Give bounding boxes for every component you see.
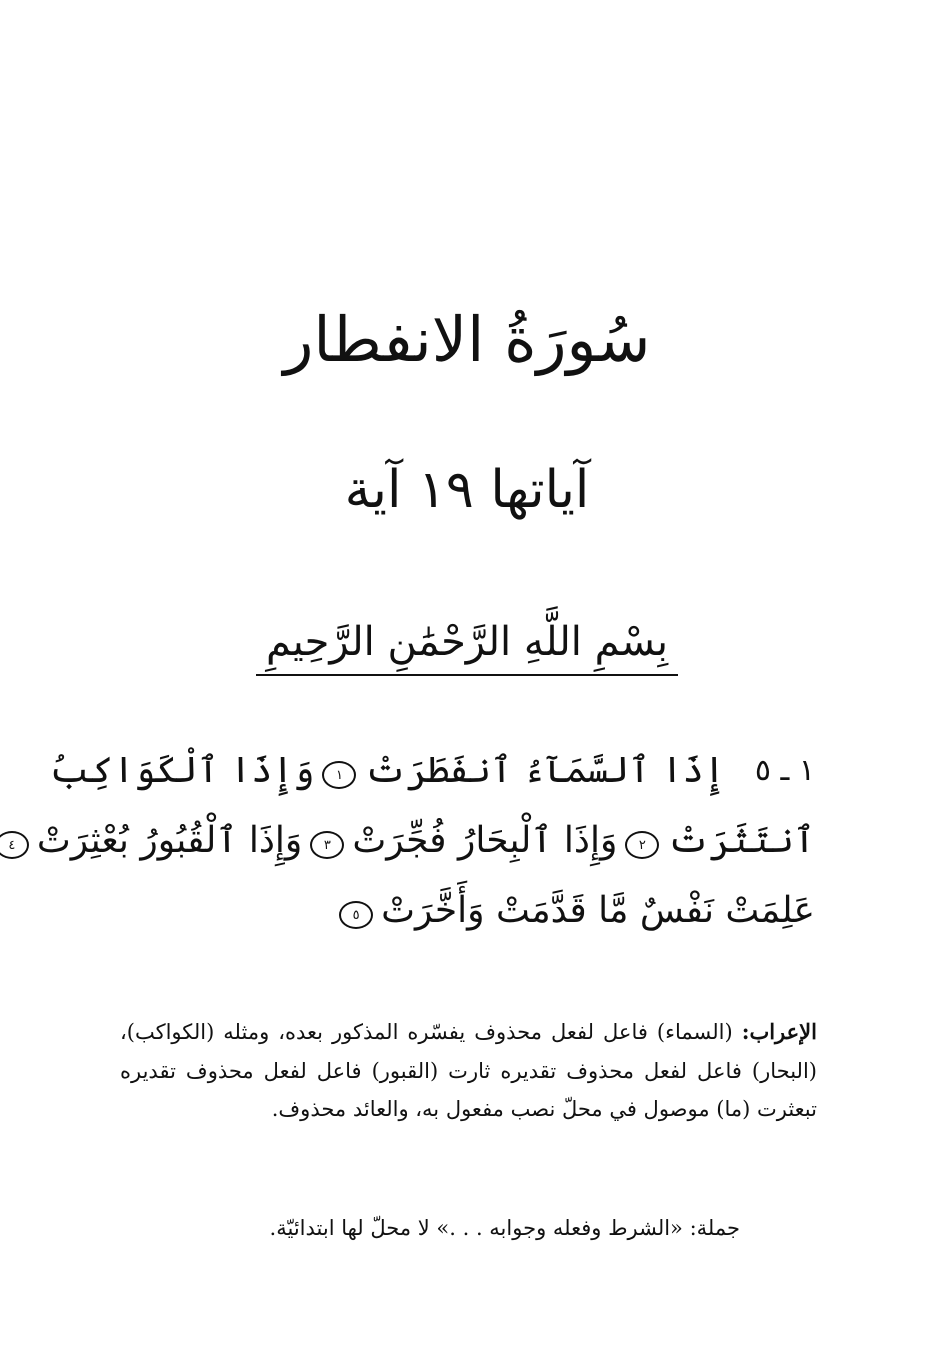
verse-text: ٱنتَثَرَتْ xyxy=(667,820,815,861)
ayah-number-marker: ٥ xyxy=(339,901,373,929)
sentence-analysis: جملة: «الشرط وفعله وجوابه . . .» لا محلّ لها ابتدائيّة. xyxy=(269,1216,740,1240)
ayah-number-marker: ٢ xyxy=(625,831,659,859)
ayah-number-marker: ١ xyxy=(322,761,356,789)
ayah-number-marker: ٤ xyxy=(0,831,29,859)
irab-paragraph xyxy=(120,1013,817,1129)
irab-label: الإعراب: xyxy=(741,1019,817,1044)
irab-text: (السماء) فاعل لفعل محذوف يفسّره المذكور بعده، ومثله (الكواكب)، (البحار) فاعل لفعل محذوف تقديره ثارت (القبور) فاعل لفعل محذوف تقديره تبعثرت (ما) موصول في محلّ نصب مفعول به، والعائد محذوف. xyxy=(120,1020,817,1121)
verse-text: وَإِذَا ٱلْبِحَارُ فُجِّرَتْ xyxy=(352,820,618,861)
verse-text: وَإِذَا ٱلْقُبُورُ بُعْثِرَتْ xyxy=(36,820,303,861)
verse-line-2 xyxy=(8,806,815,876)
verse-text: وَإِذَا ٱلْكَوَاكِبُ xyxy=(49,750,315,791)
verse-range: ١ ـ ٥ xyxy=(754,753,815,788)
verse-text: عَلِمَتْ نَفْسٌ مَّا قَدَّمَتْ وَأَخَّرَتْ xyxy=(381,890,815,931)
verse-text: إِذَا ٱلسَّمَآءُ ٱنفَطَرَتْ xyxy=(364,750,725,791)
basmala-text: بِسْمِ اللَّهِ الرَّحْمَٰنِ الرَّحِيمِ xyxy=(256,612,678,676)
verse-line-1 xyxy=(49,736,815,806)
verses-block xyxy=(8,736,815,946)
surah-title: سُورَةُ الانفطار xyxy=(283,303,651,376)
ayah-count: آياتها ١٩ آية xyxy=(344,460,590,520)
basmala xyxy=(0,612,934,676)
verse-line-3 xyxy=(160,876,815,946)
ayah-number-marker: ٣ xyxy=(310,831,344,859)
